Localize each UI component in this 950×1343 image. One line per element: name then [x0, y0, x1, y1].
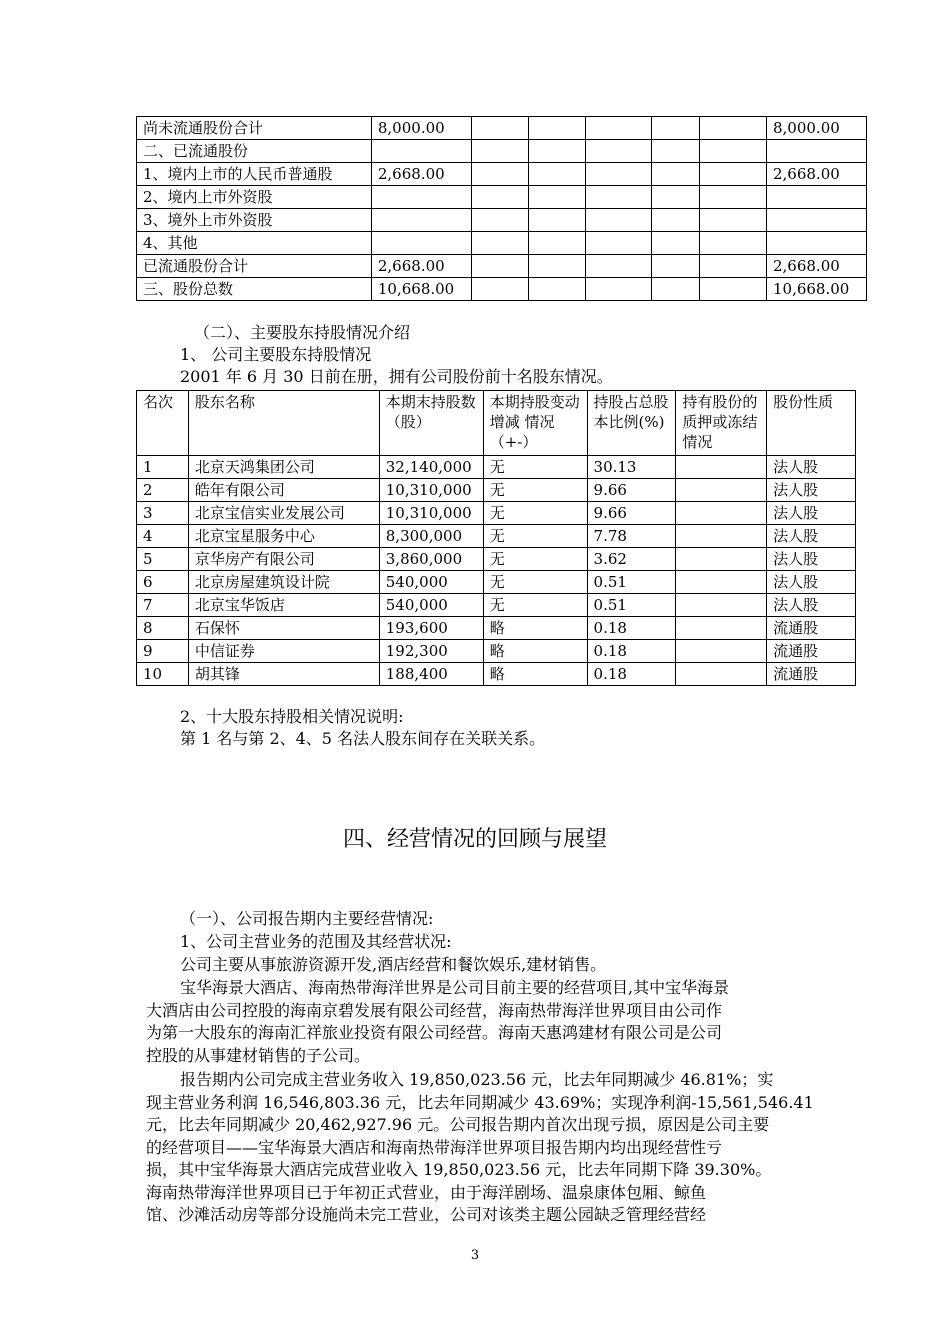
rank-cell: 2	[137, 479, 189, 502]
change-cell	[471, 117, 528, 140]
column-header: 持有股份的质押或冻结情况	[676, 391, 767, 456]
pledge-cell	[676, 525, 767, 548]
name-cell: 北京宝信实业发展公司	[188, 502, 379, 525]
row-label-cell: 已流通股份合计	[137, 255, 372, 278]
subheading-shareholdings: 1、 公司主要股东持股情况	[180, 345, 372, 364]
pledge-cell	[676, 456, 767, 479]
table-row	[137, 640, 856, 663]
change-cell	[528, 255, 585, 278]
change-cell	[471, 140, 528, 163]
change-cell	[585, 255, 652, 278]
begin-balance-cell: 2,668.00	[371, 255, 471, 278]
change-cell	[471, 186, 528, 209]
change-cell	[700, 255, 767, 278]
change-cell	[585, 140, 652, 163]
name-cell: 胡其锋	[188, 663, 379, 686]
nature-cell: 流通股	[767, 617, 856, 640]
change-cell	[585, 209, 652, 232]
paragraph-business-scope: 公司主要从事旅游资源开发,酒店经营和餐饮娱乐,建材销售。	[180, 955, 607, 974]
column-header: 本期持股变动增减 情况（+-）	[483, 391, 587, 456]
change-cell	[700, 186, 767, 209]
pledge-cell	[676, 617, 767, 640]
paragraph-line: 海南热带海洋世界项目已于年初正式营业，由于海洋剧场、温泉康体包厢、鲸鱼	[146, 1182, 707, 1202]
change-cell	[585, 186, 652, 209]
end-balance-cell: 2,668.00	[766, 163, 866, 186]
name-cell: 石保怀	[188, 617, 379, 640]
column-header: 本期末持股数（股）	[379, 391, 483, 456]
change-cell	[528, 209, 585, 232]
section-heading-major-shareholders: （二）、主要股东持股情况介绍	[194, 323, 411, 342]
paragraph-line: 为第一大股东的海南汇祥旅业投资有限公司经营。海南天惠鸿建材有限公司是公司	[146, 1023, 723, 1042]
rank-cell: 10	[137, 663, 189, 686]
change-cell: 略	[483, 640, 587, 663]
paragraph-line: 宝华海景大酒店、海南热带海洋世界是公司目前主要的经营项目,其中宝华海景	[180, 978, 730, 997]
row-label-cell: 4、其他	[137, 232, 372, 255]
top-shareholders-table	[136, 390, 856, 686]
shares-cell: 10,310,000	[379, 479, 483, 502]
paragraph-line: 报告期内公司完成主营业务收入 19,850,023.56 元，比去年同期减少 46.81%；实	[180, 1070, 774, 1089]
shares-cell: 193,600	[379, 617, 483, 640]
nature-cell: 法人股	[767, 479, 856, 502]
rank-cell: 8	[137, 617, 189, 640]
pct-cell: 30.13	[587, 456, 676, 479]
chapter-title: 四、经营情况的回顾与展望	[342, 827, 607, 852]
rank-cell: 1	[137, 456, 189, 479]
change-cell: 略	[483, 617, 587, 640]
column-header: 股东名称	[188, 391, 379, 456]
change-cell: 无	[483, 548, 587, 571]
change-cell	[471, 278, 528, 301]
nature-cell: 流通股	[767, 663, 856, 686]
shares-cell: 540,000	[379, 571, 483, 594]
pledge-cell	[676, 640, 767, 663]
rank-cell: 5	[137, 548, 189, 571]
change-cell: 略	[483, 663, 587, 686]
pledge-cell	[676, 548, 767, 571]
pct-cell: 0.18	[587, 617, 676, 640]
pledge-cell	[676, 502, 767, 525]
change-cell: 无	[483, 479, 587, 502]
begin-balance-cell	[371, 232, 471, 255]
column-header: 名次	[137, 391, 189, 456]
change-cell	[471, 209, 528, 232]
share-structure-table	[136, 116, 867, 301]
begin-balance-cell: 8,000.00	[371, 117, 471, 140]
change-cell	[471, 255, 528, 278]
pct-cell: 9.66	[587, 502, 676, 525]
table-row	[137, 502, 856, 525]
change-cell	[652, 232, 700, 255]
pledge-cell	[676, 479, 767, 502]
change-cell	[700, 232, 767, 255]
change-cell	[700, 209, 767, 232]
nature-cell: 法人股	[767, 548, 856, 571]
change-cell: 无	[483, 571, 587, 594]
pct-cell: 9.66	[587, 479, 676, 502]
column-header: 持股占总股本比例(%)	[587, 391, 676, 456]
change-cell	[652, 163, 700, 186]
shares-cell: 3,860,000	[379, 548, 483, 571]
change-cell	[700, 278, 767, 301]
change-cell	[585, 232, 652, 255]
change-cell: 无	[483, 456, 587, 479]
change-cell	[528, 232, 585, 255]
change-cell	[528, 140, 585, 163]
paragraph-line: 元，比去年同期减少 20,462,927.96 元。公司报告期内首次出现亏损，原因是公司主要	[146, 1115, 770, 1134]
table-row	[137, 663, 856, 686]
table-row	[137, 594, 856, 617]
nature-cell: 法人股	[767, 525, 856, 548]
rank-cell: 9	[137, 640, 189, 663]
end-balance-cell: 8,000.00	[766, 117, 866, 140]
shares-cell: 10,310,000	[379, 502, 483, 525]
row-label-cell: 尚未流通股份合计	[137, 117, 372, 140]
row-label-cell: 二、已流通股份	[137, 140, 372, 163]
end-balance-cell: 2,668.00	[766, 255, 866, 278]
change-cell	[471, 232, 528, 255]
change-cell	[652, 186, 700, 209]
change-cell: 无	[483, 594, 587, 617]
change-cell	[652, 209, 700, 232]
paragraph-line: 现主营业务利润 16,546,803.36 元，比去年同期减少 43.69%；实现净利润-15,561,546.41	[146, 1092, 814, 1112]
change-cell: 无	[483, 525, 587, 548]
note-text: 第 1 名与第 2、4、5 名法人股东间存在关联关系。	[180, 729, 546, 748]
begin-balance-cell	[371, 186, 471, 209]
table-row	[137, 278, 867, 301]
change-cell	[700, 140, 767, 163]
begin-balance-cell	[371, 140, 471, 163]
row-label-cell: 1、境内上市的人民币普通股	[137, 163, 372, 186]
table-row	[137, 617, 856, 640]
row-label-cell: 2、境内上市外资股	[137, 186, 372, 209]
change-cell	[585, 163, 652, 186]
row-label-cell: 3、境外上市外资股	[137, 209, 372, 232]
subheading-business-scope: 1、公司主营业务的范围及其经营状况:	[180, 932, 452, 951]
shares-cell: 8,300,000	[379, 525, 483, 548]
name-cell: 北京天鸿集团公司	[188, 456, 379, 479]
rank-cell: 7	[137, 594, 189, 617]
begin-balance-cell: 10,668.00	[371, 278, 471, 301]
pledge-cell	[676, 571, 767, 594]
shares-cell: 188,400	[379, 663, 483, 686]
row-label-cell: 三、股份总数	[137, 278, 372, 301]
change-cell	[585, 117, 652, 140]
paragraph-line: 控股的从事建材销售的子公司。	[146, 1045, 371, 1065]
shareholders-intro: 2001 年 6 月 30 日前在册，拥有公司股份前十名股东情况。	[180, 367, 613, 386]
table-row	[137, 548, 856, 571]
name-cell: 北京宝星服务中心	[188, 525, 379, 548]
name-cell: 北京宝华饭店	[188, 594, 379, 617]
table-row	[137, 525, 856, 548]
pct-cell: 0.51	[587, 594, 676, 617]
nature-cell: 流通股	[767, 640, 856, 663]
pct-cell: 0.18	[587, 640, 676, 663]
change-cell	[700, 163, 767, 186]
note-title: 2、十大股东持股相关情况说明:	[180, 707, 404, 726]
paragraph-line: 馆、沙滩活动房等部分设施尚未完工营业，公司对该类主题公园缺乏管理经营经	[146, 1205, 707, 1224]
shares-cell: 540,000	[379, 594, 483, 617]
table-row	[137, 117, 867, 140]
change-cell	[700, 117, 767, 140]
end-balance-cell	[766, 232, 866, 255]
table-row	[137, 479, 856, 502]
nature-cell: 法人股	[767, 571, 856, 594]
end-balance-cell	[766, 140, 866, 163]
table-row	[137, 456, 856, 479]
page-number: 3	[470, 1248, 480, 1263]
change-cell	[652, 255, 700, 278]
pct-cell: 0.18	[587, 663, 676, 686]
table-row	[137, 140, 867, 163]
pct-cell: 0.51	[587, 571, 676, 594]
change-cell	[652, 140, 700, 163]
change-cell	[471, 163, 528, 186]
pledge-cell	[676, 663, 767, 686]
change-cell: 无	[483, 502, 587, 525]
table-row	[137, 571, 856, 594]
pct-cell: 3.62	[587, 548, 676, 571]
pct-cell: 7.78	[587, 525, 676, 548]
paragraph-line: 损，其中宝华海景大酒店完成营业收入 19,850,023.56 元，比去年同期下降 39.30%。	[146, 1160, 772, 1179]
name-cell: 中信证券	[188, 640, 379, 663]
table-row	[137, 163, 867, 186]
paragraph-line: 的经营项目——宝华海景大酒店和海南热带海洋世界项目报告期内均出现经营性亏	[146, 1137, 723, 1157]
table-row	[137, 186, 867, 209]
nature-cell: 法人股	[767, 502, 856, 525]
table-row	[137, 232, 867, 255]
shares-cell: 192,300	[379, 640, 483, 663]
table-row	[137, 255, 867, 278]
change-cell	[585, 278, 652, 301]
change-cell	[528, 117, 585, 140]
rank-cell: 6	[137, 571, 189, 594]
end-balance-cell	[766, 186, 866, 209]
paragraph-line: 大酒店由公司控股的海南京碧发展有限公司经营，海南热带海洋世界项目由公司作	[146, 1000, 723, 1020]
nature-cell: 法人股	[767, 456, 856, 479]
nature-cell: 法人股	[767, 594, 856, 617]
change-cell	[652, 278, 700, 301]
change-cell	[528, 163, 585, 186]
table-row	[137, 209, 867, 232]
name-cell: 京华房产有限公司	[188, 548, 379, 571]
subheading-operations: （一）、公司报告期内主要经营情况:	[180, 909, 434, 928]
end-balance-cell	[766, 209, 866, 232]
change-cell	[528, 278, 585, 301]
rank-cell: 3	[137, 502, 189, 525]
begin-balance-cell: 2,668.00	[371, 163, 471, 186]
begin-balance-cell	[371, 209, 471, 232]
rank-cell: 4	[137, 525, 189, 548]
shares-cell: 32,140,000	[379, 456, 483, 479]
change-cell	[528, 186, 585, 209]
name-cell: 北京房屋建筑设计院	[188, 571, 379, 594]
pledge-cell	[676, 594, 767, 617]
column-header: 股份性质	[767, 391, 856, 456]
end-balance-cell: 10,668.00	[766, 278, 866, 301]
name-cell: 皓年有限公司	[188, 479, 379, 502]
change-cell	[652, 117, 700, 140]
